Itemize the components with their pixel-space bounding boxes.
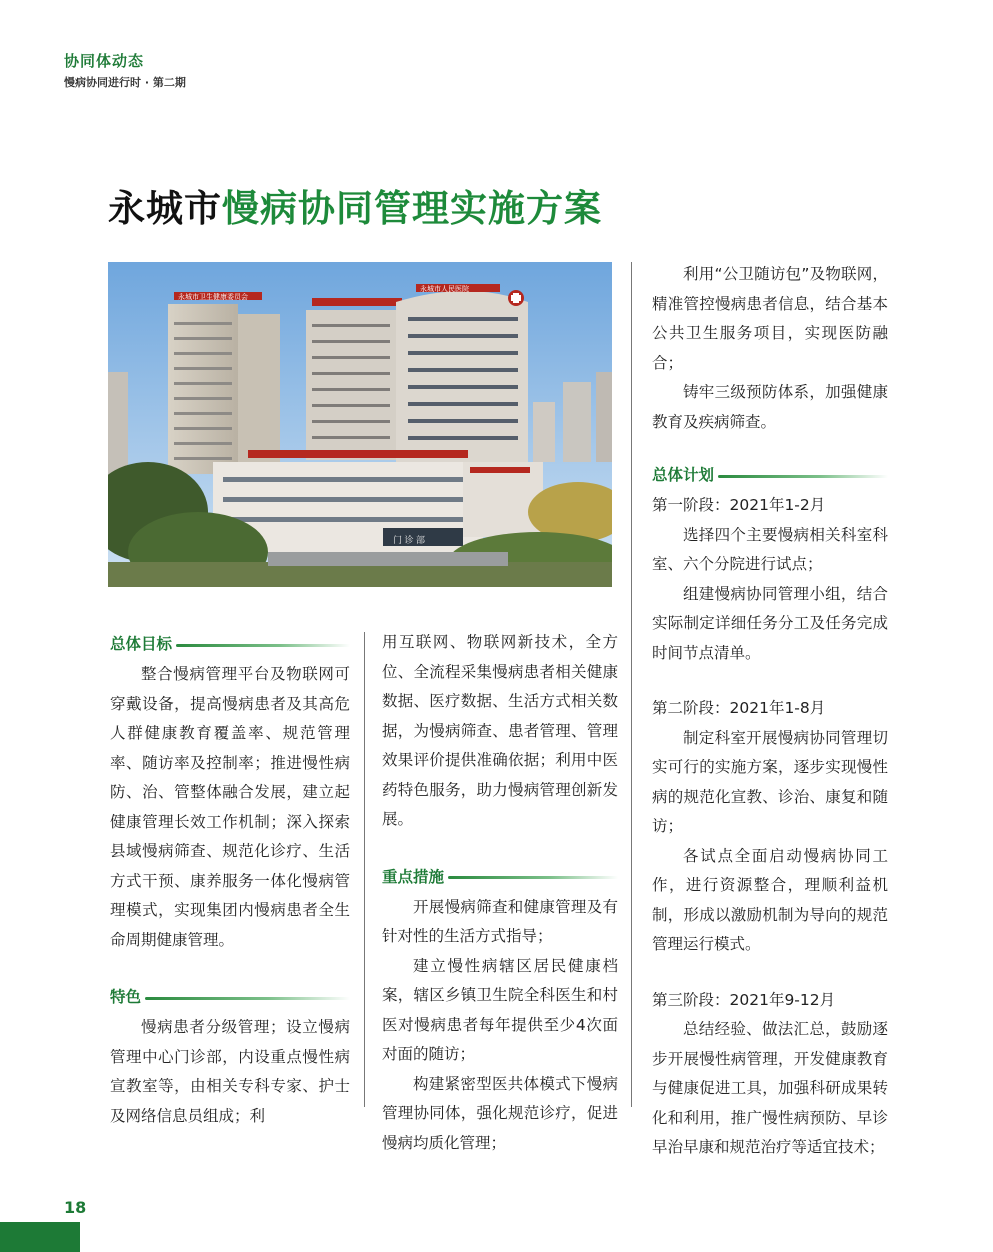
- plan-heading: 总体计划: [652, 461, 888, 491]
- column-2: [382, 628, 618, 1158]
- issue-label: 慢病协同进行时 · 第二期: [64, 76, 186, 89]
- feature-text-cont: 用互联网、物联网新技术，全方位、全流程采集慢病患者相关健康数据、医疗数据、生活方式相关数据，为慢病筛查、患者管理、管理效果评价提供准确依据；利用中医药特色服务，助力慢病管理创新发展。: [382, 633, 618, 828]
- stage-2-title: 第二阶段：2021年1-8月: [652, 699, 826, 717]
- stage-3-item-a: 总结经验、做法汇总，鼓励逐步开展慢性病管理，开发健康教育与健康促进工具，加强科研成果转化和利用，推广慢性病预防、早诊早治早康和规范治疗等适宜技术；: [652, 1020, 888, 1156]
- sign-outpatient: 门 诊 部: [393, 535, 426, 545]
- section-label: 协同体动态: [64, 52, 145, 70]
- feature-text: 慢病患者分级管理；设立慢病管理中心门诊部，内设重点慢性病宣教室等，由相关专科专家、护士及网络信息员组成；利: [110, 1018, 350, 1125]
- title-highlight: 慢病协同管理实施方案: [222, 187, 602, 230]
- heading-rule: [145, 997, 350, 1000]
- column-1: [110, 630, 350, 1131]
- heading-rule: [448, 876, 618, 879]
- stage-1-item-a: 选择四个主要慢病相关科室科室、六个分院进行试点；: [652, 525, 888, 573]
- stage-2-item-b: 各试点全面启动慢病协同工作，进行资源整合，理顺利益机制，形成以激励机制为导向的规范管理运行模式。: [652, 846, 888, 953]
- column-divider: [631, 262, 632, 1107]
- heading-rule: [176, 644, 350, 647]
- hospital-photo: [108, 262, 612, 587]
- goal-text: 整合慢病管理平台及物联网可穿戴设备，提高慢病患者及其高危人群健康教育覆盖率、规范管理率、随访率及控制率；推进慢性病防、治、管整体融合发展，建立起健康管理长效工作机制；深入探索县域慢病筛查、规范化诊疗、生活方式干预、康养服务一体化慢病管理模式，实现集团内慢病患者全生命周期健康管理。: [110, 665, 350, 949]
- measures-heading: 重点措施: [382, 863, 618, 893]
- sign-peoples-hospital: 永城市人民医院: [420, 286, 469, 293]
- measure-2: 建立慢性病辖区居民健康档案，辖区乡镇卫生院全科医生和村医对慢病患者每年提供至少4次面对面的随访；: [382, 956, 618, 1063]
- column-divider: [364, 632, 365, 1107]
- stage-3-title: 第三阶段：2021年9-12月: [652, 990, 836, 1009]
- page-number: 18: [64, 1198, 87, 1217]
- measure-3: 构建紧密型医共体模式下慢病管理协同体，强化规范诊疗，促进慢病均质化管理；: [382, 1074, 618, 1152]
- sign-health-commission: 永城市卫生健康委员会: [178, 294, 248, 301]
- measure-5: 铸牢三级预防体系，加强健康教育及疾病筛查。: [652, 383, 888, 431]
- title-prefix: 永城市: [108, 187, 222, 230]
- measure-4: 利用“公卫随访包”及物联网，精准管控慢病患者信息，结合基本公共卫生服务项目，实现医防融合；: [652, 265, 888, 372]
- page-corner-bar: [0, 1222, 80, 1252]
- article-title: [108, 178, 602, 232]
- feature-heading: 特色: [110, 983, 350, 1013]
- heading-rule: [718, 475, 888, 478]
- stage-1-title: 第一阶段：2021年1-2月: [652, 496, 826, 514]
- measure-1: 开展慢病筛查和健康管理及有针对性的生活方式指导；: [382, 897, 618, 945]
- column-3: [652, 260, 888, 1163]
- hospital-illustration: [108, 262, 612, 587]
- stage-1-item-b: 组建慢病协同管理小组，结合实际制定详细任务分工及任务完成时间节点清单。: [652, 584, 888, 662]
- goal-heading: 总体目标: [110, 630, 350, 660]
- stage-2-item-a: 制定科室开展慢病协同管理切实可行的实施方案，逐步实现慢性病的规范化宣教、诊治、康复和随访；: [652, 728, 888, 835]
